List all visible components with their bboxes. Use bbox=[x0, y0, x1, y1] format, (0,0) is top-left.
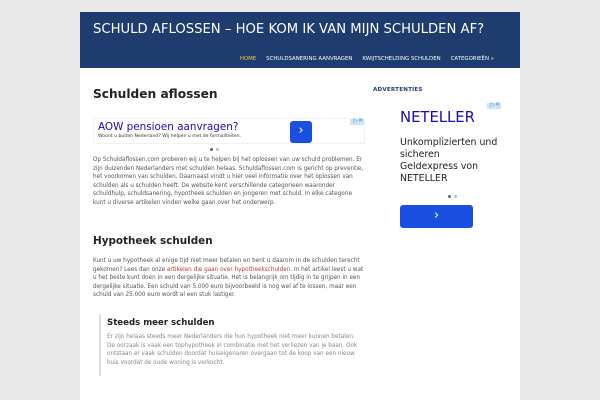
nav-home[interactable]: HOME bbox=[239, 56, 257, 62]
carousel-dot[interactable] bbox=[216, 148, 219, 151]
nav-kwijtschelding[interactable]: KWIJTSCHELDING SCHULDEN bbox=[362, 56, 441, 62]
content-ad[interactable] bbox=[93, 118, 365, 144]
ad-carousel-dots bbox=[448, 195, 457, 198]
section-paragraph bbox=[93, 257, 364, 300]
page-title: Schulden aflossen bbox=[93, 87, 218, 101]
carousel-dot[interactable] bbox=[448, 195, 451, 198]
sidebar-title: ADVERTENTIES bbox=[373, 87, 423, 93]
quote-text: Er zijn helaas steeds meer Nederlanders die hun hypotheek niet meer kunnen betalen. De oorzaak is vaak een tophypotheek in combinatie met het verliezen van je baan. Ook ontstaan er vaak schulden doordat huiseigenaren overgaan tot de koop van een nieuw huis voordat de oude woning is verkocht. bbox=[107, 334, 358, 366]
carousel-dot[interactable] bbox=[454, 195, 457, 198]
site-title[interactable]: SCHULD AFLOSSEN – HOE KOM IK VAN MIJN SCHULDEN AF? bbox=[93, 22, 485, 37]
nav-schuldsanering[interactable]: SCHULDSANERING AANVRAGEN bbox=[266, 56, 353, 62]
sidebar-ad-headline[interactable]: NETELLER bbox=[400, 109, 475, 126]
section-title: Hypotheek schulden bbox=[93, 235, 213, 247]
chevron-right-icon[interactable]: › bbox=[400, 205, 473, 228]
close-icon[interactable]: ▷✕ bbox=[490, 101, 500, 108]
carousel-dot[interactable] bbox=[210, 148, 213, 151]
quote-title: Steeds meer schulden bbox=[107, 318, 215, 328]
ad-headline[interactable]: AOW pensioen aanvragen? bbox=[98, 121, 239, 133]
page-body bbox=[80, 68, 520, 400]
adchoices-icon[interactable] bbox=[350, 119, 364, 125]
adchoices-icon[interactable] bbox=[487, 103, 501, 109]
ad-carousel-dots bbox=[210, 148, 219, 151]
main-nav bbox=[240, 56, 494, 62]
blockquote bbox=[99, 314, 364, 376]
ad-subtext: Woont u buiten Nederland? Wij helpen u met de formaliteiten. bbox=[98, 133, 241, 139]
close-icon[interactable]: ▷✕ bbox=[353, 117, 363, 124]
sidebar-ad-body: Unkomplizierten und sicheren Geldexpress von NETELLER bbox=[400, 137, 498, 184]
intro-paragraph: Op Schuldaflossen.com proberen wij u te helpen bij het oplossen van uw schuld problemen. Er zijn duizenden Nederlanders met schulden helaas. Schuldaflossen.com is gericht op preventie, het voorkomen van schulden. Daarnaast vindt u hier veel informatie over het oplossen van schulden als u schulden heeft. De website kent verschillende categorieen waaronder schuldhulp, schuldsanering, hypotheek schulden en jongeren met schuld. In elke categorie kunt u diverse artikelen vinden welke gaan over het onderwerp. bbox=[93, 157, 364, 206]
sidebar-ad[interactable] bbox=[400, 103, 501, 231]
nav-categorieen[interactable]: CATEGORIEËN » bbox=[450, 56, 494, 62]
hypotheek-link[interactable]: artikelen die gaan over hypotheekschulden bbox=[166, 266, 291, 273]
site-header bbox=[80, 12, 520, 68]
section-text-after: . In het artikel leest u wat u het beste kunt doen in een dergelijke situatie. Het is belangrijk om tijdig in te grijpen in een dergelijke situatie. Een schuld van 5.000 euro bijvoorbeeld is nog wel af te lossen, maar een schuld van 25.000 euro wordt al een stuk lastiger. bbox=[93, 266, 364, 299]
section-text-before: Kunt u uw hypotheek al enige tijd niet meer betalen en bent u daarom in de schulden terecht gekomen? Lees dan onze bbox=[93, 258, 360, 273]
chevron-right-icon[interactable]: › bbox=[290, 121, 312, 143]
